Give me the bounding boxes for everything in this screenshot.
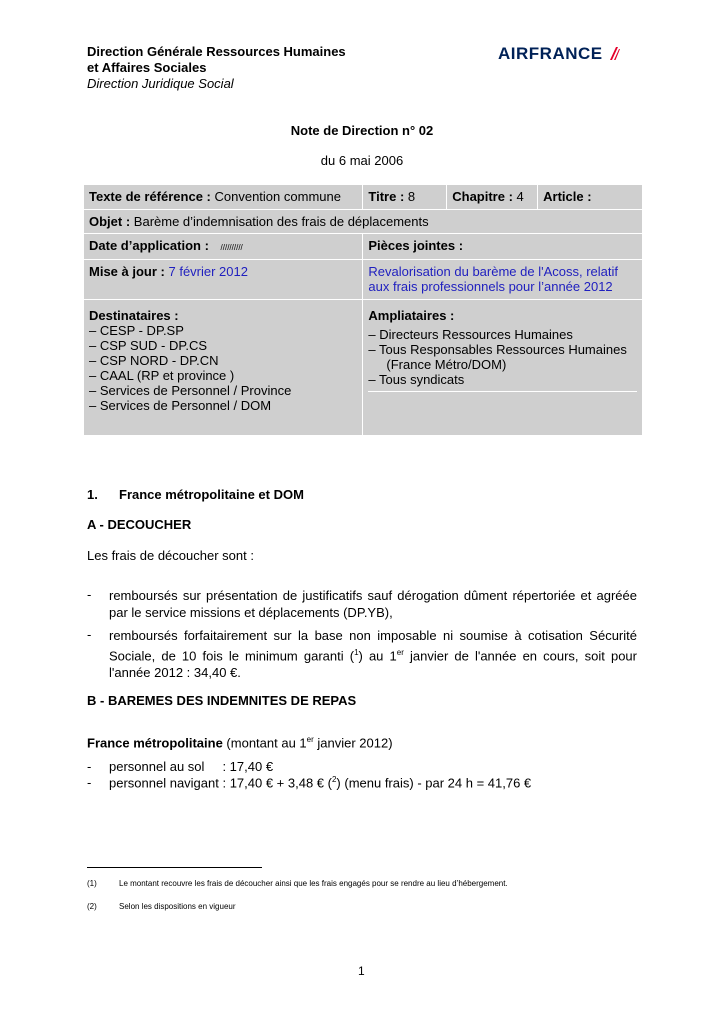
mise-a-jour-value: 7 février 2012 (168, 264, 248, 279)
subsection-b-title: B - BAREMES DES INDEMNITES DE REPAS (87, 693, 357, 708)
destinataire-item: – CESP - DP.SP (89, 323, 184, 338)
date-application-label: Date d’application : (89, 238, 209, 253)
pieces-jointes-cell (363, 234, 643, 260)
pieces-jointes-label: Pièces jointes : (368, 238, 464, 253)
titre-label: Titre : (368, 189, 405, 204)
navigant-text-1: personnel navigant : 17,40 € + 3,48 € ( (109, 775, 332, 791)
page-number: 1 (358, 964, 365, 978)
texte-reference-value: Convention commune (214, 189, 341, 204)
footnote-text: Selon les dispositions en vigueur (119, 902, 236, 911)
navigant-text-2: ) (menu frais) - par 24 h = 41,76 € (336, 775, 532, 791)
destinataire-item: – CSP NORD - DP.CN (89, 353, 219, 368)
list-item-justificatifs: remboursés sur présentation de justificatifs sauf dérogation dûment répertoriée et agréée par le service missions et déplacements (DP.YB), (109, 588, 637, 620)
logo-stripes-icon (606, 47, 620, 60)
article-cell (538, 185, 643, 210)
destinataire-item: – CSP SUD - DP.CS (89, 338, 208, 353)
reference-table (83, 184, 643, 436)
destinataire-item: – CAAL (RP et province ) (89, 368, 235, 383)
note-title: Note de Direction n° 02 (290, 123, 434, 138)
ampliataire-item: – Tous syndicats (368, 372, 465, 387)
date-application-cell (84, 234, 363, 260)
section-title: France métropolitaine et DOM (119, 487, 304, 502)
section-number: 1. (87, 487, 98, 502)
footnote-divider (87, 867, 262, 868)
titre-value: 8 (407, 189, 416, 204)
objet-cell (84, 210, 643, 234)
titre-cell (363, 185, 447, 210)
date-application-value: ////////// (220, 243, 243, 252)
france-metro-text-1: (montant au 1 (222, 735, 307, 751)
personnel-navigant (109, 775, 531, 790)
list-dash: - (87, 627, 92, 642)
list-dash: - (87, 587, 92, 602)
forfaitaire-text-3: janvier de l'année en cours, soit pour l'année 2012 : 34,40 €. (109, 648, 637, 681)
footnote-ref: 2 (331, 775, 337, 784)
ampliataire-item: (France Métro/DOM) (386, 357, 507, 372)
article-label: Article : (543, 189, 592, 204)
list-dash: - (87, 775, 92, 790)
logo-text: AIRFRANCE (498, 44, 603, 63)
note-date: du 6 mai 2006 (320, 153, 404, 168)
ordinal-sup: er (306, 735, 314, 744)
personnel-sol: personnel au sol : 17,40 € (109, 759, 274, 774)
org-department: Direction Juridique Social (87, 76, 234, 91)
org-name-line1: Direction Générale Ressources Humaines (87, 44, 346, 59)
footnote-number: (2) (87, 902, 97, 911)
chapitre-value: 4 (516, 189, 524, 204)
intro-text: Les frais de découcher sont : (87, 548, 254, 563)
org-name-line2: et Affaires Sociales (87, 60, 207, 75)
objet-value: Barème d’indemnisation des frais de déplacements (133, 214, 429, 229)
destinataires-cell (84, 300, 363, 436)
mise-a-jour-label: Mise à jour : (89, 264, 165, 279)
france-metro-text-2: janvier 2012) (313, 735, 393, 751)
airfrance-logo (498, 44, 620, 64)
mise-a-jour-note: Revalorisation du barème de l'Acoss, relatif aux frais professionnels pour l’année 2012 (363, 260, 643, 300)
footnote-number: (1) (87, 879, 97, 888)
footnote-text: Le montant recouvre les frais de découcher ainsi que les frais engagés pour se rendre au lieu d’hébergement. (119, 879, 508, 888)
destinataire-item: – Services de Personnel / Province (89, 383, 292, 398)
footnote-ref: 1 (354, 648, 359, 657)
forfaitaire-text-1: remboursés forfaitairement sur la base non imposable ni soumise à cotisation Sécurité Sociale, de 10 fois le minimum garanti ( (109, 628, 637, 664)
ampliataires-label: Ampliataires : (368, 308, 455, 323)
chapitre-cell (447, 185, 538, 210)
france-metro-heading (87, 735, 393, 750)
ordinal-sup: er (396, 648, 404, 657)
france-metro-label: France métropolitaine (87, 735, 223, 751)
objet-label: Objet : (89, 214, 131, 229)
chapitre-label: Chapitre : (452, 189, 513, 204)
texte-reference-label: Texte de référence : (89, 189, 211, 204)
texte-reference-cell (84, 185, 363, 210)
list-dash: - (87, 759, 92, 774)
forfaitaire-text-2: ) au 1 (358, 648, 397, 664)
list-item-forfaitaire (109, 627, 637, 681)
destinataires-label: Destinataires : (89, 308, 179, 323)
mise-a-jour-cell (84, 260, 363, 300)
ampliataires-cell (363, 300, 643, 436)
subsection-a-title: A - DECOUCHER (87, 517, 192, 532)
destinataire-item: – Services de Personnel / DOM (89, 398, 272, 413)
ampliataire-item: – Tous Responsables Ressources Humaines (368, 342, 627, 357)
ampliataire-item: – Directeurs Ressources Humaines (368, 327, 573, 342)
